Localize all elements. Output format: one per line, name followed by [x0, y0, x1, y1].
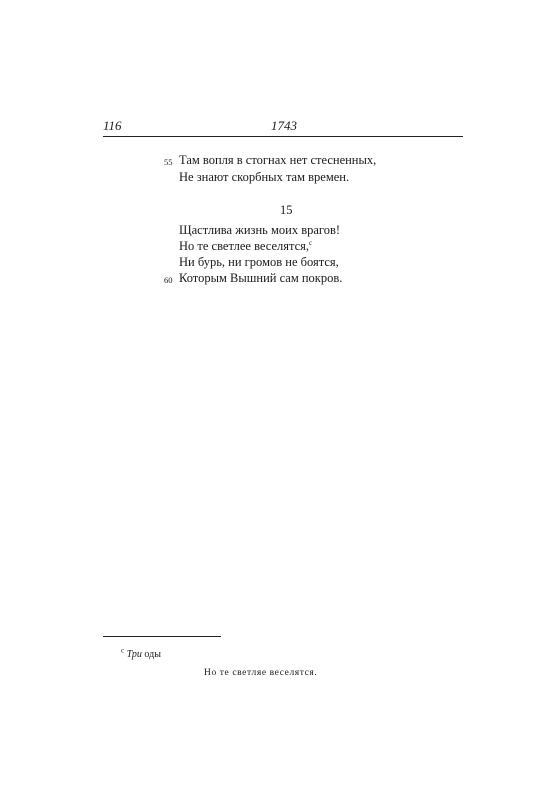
page-number: 116	[103, 118, 122, 133]
footnote-rule	[103, 636, 221, 637]
verse-line: Которым Вышний сам покров.	[179, 271, 343, 285]
verse-line-with-footnote	[179, 238, 312, 254]
footnote-source	[121, 648, 161, 662]
line-number-55: 55	[164, 157, 173, 167]
running-header-year: 1743	[271, 118, 297, 133]
header-rule	[103, 136, 463, 137]
verse-line: Не знают скорбных там времен.	[179, 170, 350, 184]
line-number-60: 60	[164, 275, 173, 285]
verse-line: Ни бурь, ни громов не боятся,	[179, 255, 339, 269]
verse-line: Щастлива жизнь моих врагов!	[179, 223, 341, 237]
stanza-number: 15	[280, 203, 293, 217]
footnote-source-mark: с	[121, 646, 125, 655]
verse-text: Но те светлее веселятся,	[179, 239, 310, 253]
footnote-source-suffix: оды	[144, 649, 161, 660]
verse-line: Там вопля в стогнах нет стесненных,	[179, 153, 377, 167]
footnote-source-title: Три	[126, 649, 142, 660]
footnote-variant-text: Но те светляе веселятся.	[204, 668, 318, 678]
footnote-marker: с	[309, 238, 313, 247]
